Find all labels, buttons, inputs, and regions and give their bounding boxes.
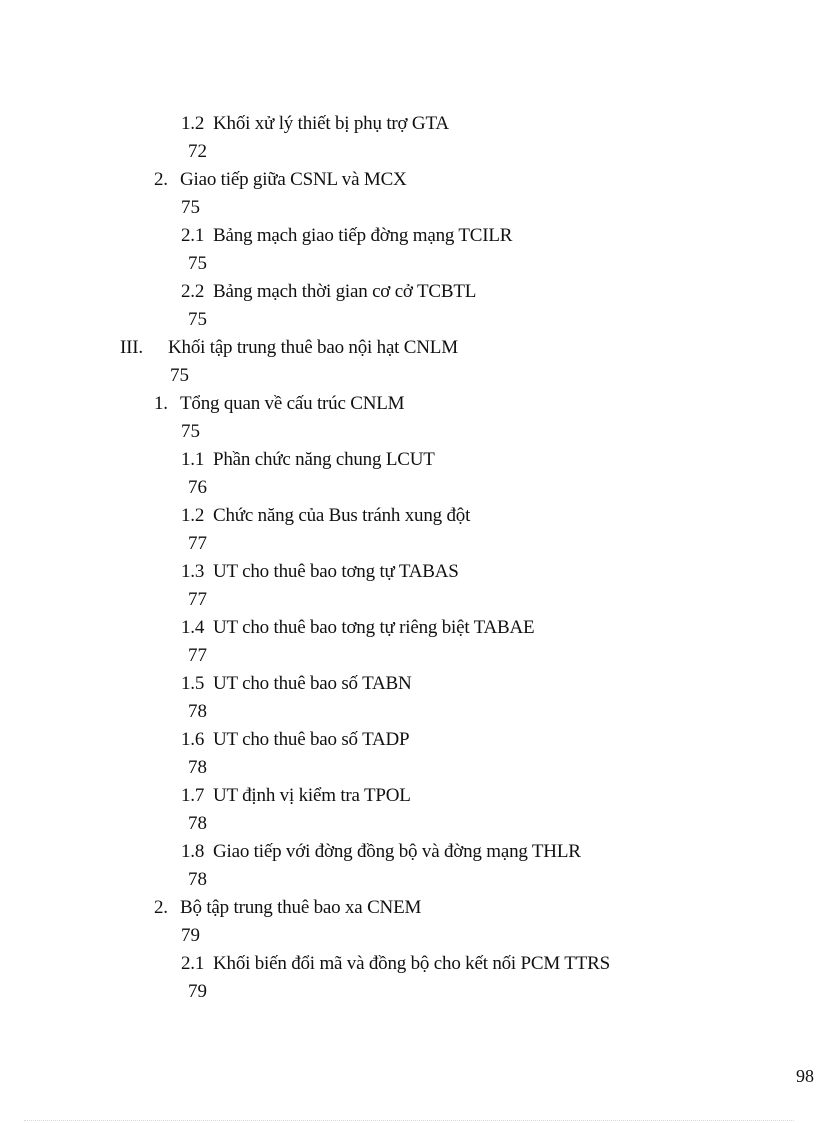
section-number: 1.2	[181, 113, 205, 134]
section-title: Tổng quan về cấu trúc CNLM	[180, 393, 405, 414]
section-title: Chức năng của Bus tránh xung đột	[213, 505, 471, 526]
toc-entry	[0, 726, 816, 782]
section-number: 1.	[154, 393, 168, 414]
page-ref: 79	[181, 925, 200, 946]
toc-entry	[0, 222, 816, 278]
toc-entry	[0, 782, 816, 838]
section-number: 1.5	[181, 673, 205, 694]
footer-divider	[24, 1120, 794, 1121]
toc-entry	[0, 166, 816, 222]
page-ref: 75	[188, 309, 207, 330]
toc-entry	[0, 838, 816, 894]
section-title: UT cho thuê bao số TADP	[213, 729, 410, 750]
toc-entry	[0, 670, 816, 726]
section-title: Khối biến đổi mã và đồng bộ cho kết nối PCM TTRS	[213, 953, 610, 974]
section-title: UT định vị kiểm tra TPOL	[213, 785, 411, 806]
section-number: 2.1	[181, 953, 205, 974]
page-ref: 77	[188, 589, 207, 610]
section-title: UT cho thuê bao tơng tự TABAS	[213, 561, 459, 582]
toc-entry	[0, 446, 816, 502]
section-title: Giao tiếp với đờng đồng bộ và đờng mạng THLR	[213, 841, 581, 862]
section-title: Bảng mạch giao tiếp đờng mạng TCILR	[213, 225, 513, 246]
section-number: 2.2	[181, 281, 205, 302]
section-number: 2.1	[181, 225, 205, 246]
page-ref: 78	[188, 869, 207, 890]
page-ref: 78	[188, 813, 207, 834]
section-title: UT cho thuê bao tơng tự riêng biệt TABAE	[213, 617, 535, 638]
page-ref: 78	[188, 757, 207, 778]
page-ref: 76	[188, 477, 207, 498]
section-title: Phần chức năng chung LCUT	[213, 449, 435, 470]
page-ref: 75	[170, 365, 189, 386]
toc-entry	[0, 334, 816, 390]
section-number: 1.1	[181, 449, 205, 470]
section-number: 1.3	[181, 561, 205, 582]
section-title: Khối tập trung thuê bao nội hạt CNLM	[168, 337, 458, 358]
section-number: 2.	[154, 169, 168, 190]
section-number: 1.2	[181, 505, 205, 526]
toc-entry	[0, 614, 816, 670]
page-ref: 72	[188, 141, 207, 162]
section-title: Bảng mạch thời gian cơ cở TCBTL	[213, 281, 477, 302]
page-number: 98	[796, 1066, 814, 1086]
section-number: 1.4	[181, 617, 205, 638]
toc-entry	[0, 502, 816, 558]
section-title: Giao tiếp giữa CSNL và MCX	[180, 169, 407, 190]
section-number: 1.6	[181, 729, 205, 750]
table-of-contents	[0, 110, 816, 1006]
toc-entry	[0, 558, 816, 614]
section-number: 1.8	[181, 841, 205, 862]
toc-entry	[0, 894, 816, 950]
page-ref: 77	[188, 533, 207, 554]
toc-entry	[0, 390, 816, 446]
section-number: 2.	[154, 897, 168, 918]
section-number: 1.7	[181, 785, 205, 806]
page-ref: 79	[188, 981, 207, 1002]
toc-entry	[0, 950, 816, 1006]
page-ref: 77	[188, 645, 207, 666]
toc-entry	[0, 110, 816, 166]
section-number: III.	[120, 337, 143, 358]
page-ref: 75	[181, 421, 200, 442]
section-title: Khối xử lý thiết bị phụ trợ GTA	[213, 113, 449, 134]
page-ref: 75	[181, 197, 200, 218]
section-title: Bộ tập trung thuê bao xa CNEM	[180, 897, 422, 918]
section-title: UT cho thuê bao số TABN	[213, 673, 412, 694]
page-ref: 78	[188, 701, 207, 722]
toc-entry	[0, 278, 816, 334]
page-ref: 75	[188, 253, 207, 274]
